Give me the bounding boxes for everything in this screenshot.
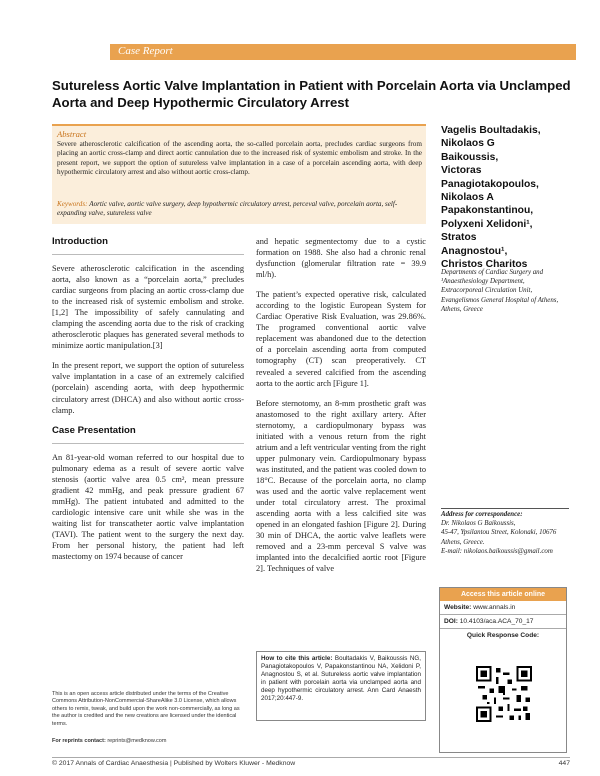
correspondence-email[interactable]: E-mail: nikolaos.baikoussis@gmail.com (441, 547, 553, 555)
author-line: Nikolaos A (441, 192, 494, 204)
author-line: Papakonstantinou, (441, 205, 534, 217)
body-paragraph: The patient’s expected operative risk, calculated according to the logistic European System for Cardiac Operative Risk Evaluation, was 29.86%. The programed conventional aortic valve replacement was abandoned due to the detection of a porcelain ascending aorta from computed tomography (CT) scan preoperatively. CT revealed a severed calcified from the ascending aorta to the aortic arch [Figure 1]. (256, 290, 426, 388)
qr-code-icon (476, 666, 532, 722)
section-divider (52, 254, 244, 255)
author-line: Polyxeni Xelidoni¹, (441, 218, 533, 230)
doi-label: DOI: (444, 618, 458, 625)
author-line: Baikoussis, (441, 151, 499, 163)
correspondence-divider (441, 508, 569, 509)
doi-link[interactable]: 10.4103/aca.ACA_70_17 (459, 618, 534, 625)
access-heading: Access this article online (440, 588, 566, 601)
author-list (441, 124, 561, 271)
body-paragraph: Before sternotomy, an 8-mm prosthetic graft was anastomosed to the right axillary artery. After sternotomy, a cardiopulmonary bypass was initiated with a venous return from the right atrium and a left ventricular venting from the right upper pulmonary vein. Cardiopulmonary bypass was instituted, and the patient was cooled down to 18°C. Because of the porcelain aorta, no clamp was used and the aortic valve replacement went under total circulatory arrest. The proximal ascending aorta with a less calcified site was opened in an elongated fashion [Figure 2]. During 30 min of DHCA, the aortic valve leaflets were removed and a 23-mm perceval S valve was implanted into the decalcified aortic root [Figure 2]. Techniques of valve (256, 398, 426, 574)
author-line: Nikolaos G (441, 138, 495, 150)
author-line: Victoras (441, 165, 482, 177)
citation-label: How to cite this article: (261, 655, 333, 662)
citation-box (256, 651, 426, 721)
footer-copyright: © 2017 Annals of Cardiac Anaesthesia | Published by Wolters Kluwer - Medknow (52, 760, 296, 767)
article-access-box (439, 587, 567, 753)
case-presentation-paragraph: An 81-year-old woman referred to our hospital due to pulmonary edema as a result of severe aortic valve stenosis (aortic valve area 0.5 cm², mean pressure gradient 42 mmHg, and peak pressure gradient 67 mmHg). The patient intubated and admitted to the cardiologic intensive care unit while she was in the waiting list for transcatheter aortic valve implantation (TAVI). The patient went to the surgery the next day. From her personal history, the patient had left mastectomy on 1974 because of cancer (52, 452, 244, 562)
introduction-heading: Introduction (52, 236, 108, 247)
abstract-text: Severe atherosclerotic calcification of the ascending aorta, the so-called porcelain aorta, precludes cardiac surgeons from placing an aortic cross-clamp and direct aortic cannulation due to the increased risk of systemic embolism and stroke. In the present report, we support the option of sutureless valve implantation in a case of a porcelain ascending aorta, with deep hypothermic circulatory arrest and also without aortic cross-clamp. (57, 140, 422, 176)
keywords-box (52, 198, 426, 224)
author-line: Vagelis Boultadakis, (441, 125, 541, 136)
qr-label: Quick Response Code: (466, 632, 540, 639)
footer-divider (52, 757, 570, 758)
author-line: Stratos (441, 232, 477, 244)
doi-row (440, 615, 566, 629)
website-label: Website: (444, 604, 472, 611)
section-label: Case Report (110, 44, 576, 60)
article-title: Sutureless Aortic Valve Implantation in Patient with Porcelain Aorta via Unclamped Aorta and Deep Hypothermic Circulatory Arrest (52, 78, 571, 110)
correspondence-address: 45-47, Ypsilantou Street, Kolonaki, 10676 Athens, Greece. (441, 529, 557, 546)
author-line: Panagiotakopoulos, (441, 178, 539, 190)
author-line: Christos Charitos (441, 259, 528, 271)
website-row (440, 601, 566, 615)
website-link[interactable]: www.annals.in (473, 604, 516, 611)
citation-text: Boultadakis V, Baikoussis NG, Panagiotakopoulos V, Papakonstantinou NA, Xelidoni P, Anagnostou S, et al. Sutureless aortic valve implantation in patient with porcelain aorta via unclamped aorta and deep hypothermic circulatory arrest. Ann Card Anaesth 2017;20:447-9. (261, 655, 422, 703)
case-presentation-heading: Case Presentation (52, 424, 136, 436)
text-column-right (256, 236, 426, 583)
correspondence-label: Address for correspondence: (441, 511, 523, 518)
page-number: 447 (558, 760, 570, 767)
reprints-label: For reprints contact: (52, 738, 106, 744)
correspondence-name: Dr. Nikolaos G Baikoussis, (441, 520, 516, 528)
author-affiliation: Departments of Cardiac Surgery and ¹Anaesthesiology Department, Extracorporeal Circulation Unit, Evangelismos General Hospital of Athens, Athens, Greece (441, 269, 559, 313)
section-divider (52, 443, 244, 444)
introduction-paragraph: Severe atherosclerotic calcification in the ascending aorta, also known as a “porcelain aorta,” precludes cardiac surgeons from placing an aortic cross-clamp due to the increased risk of systemic embolism and stroke.[1,2] The impossibility of safely cannulating and clamping the ascending aorta due to the risk of cracking atherosclerotic plaques has generated several methods to minimize aortic manipulation.[3] (52, 264, 244, 351)
open-access-notice: This is an open access article distributed under the terms of the Creative Commons Attribution-NonCommercial-ShareAlike 3.0 License, which allows others to remix, tweak, and build upon the work non-commercially, as long as the author is credited and the new creations are licensed under the identical terms. (52, 691, 240, 727)
body-paragraph: and hepatic segmentectomy due to a cystic formation on 1988. She also had a chronic renal dysfunction (glomerular filtration rate = 39.9 ml/h). (256, 237, 426, 280)
text-column-left (52, 236, 244, 571)
reprints-email[interactable]: reprints@medknow.com (107, 738, 167, 744)
keywords-label: Keywords: (57, 200, 88, 208)
introduction-paragraph: In the present report, we support the option of sutureless valve implantation in a case of an extremely calcified (porcelain) ascending aorta, with deep hypothermic circulatory arrest (DHCA) and also without aortic cross-clamp. (52, 361, 244, 415)
author-line: Anagnostou¹, (441, 245, 508, 257)
reprints-contact (52, 738, 242, 744)
keywords-text: Aortic valve, aortic valve surgery, deep hypothermic circulatory arrest, perceval valve, porcelain aorta, self-expanding valve, sutureless valve (57, 200, 398, 217)
abstract-heading: Abstract (57, 129, 87, 139)
correspondence-block (441, 510, 569, 556)
